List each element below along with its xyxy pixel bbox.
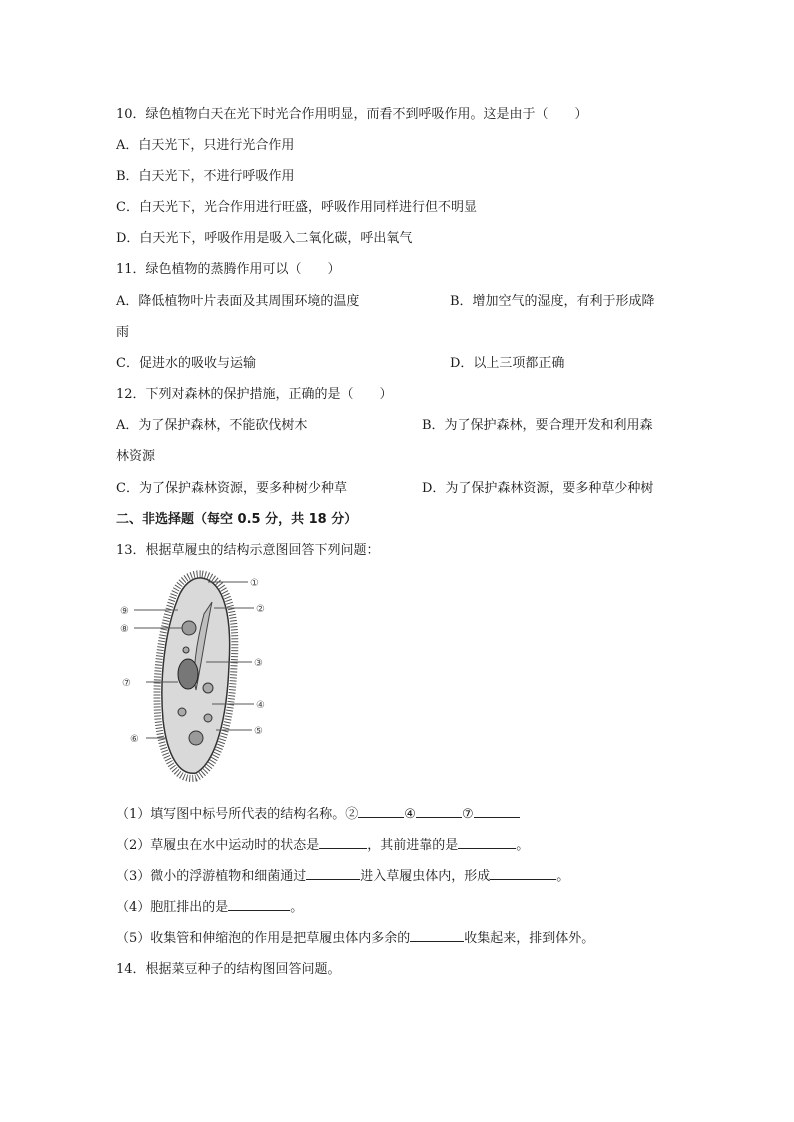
q13-part-3-text-a: （3）微小的浮游植物和细菌通过 xyxy=(116,869,307,884)
diagram-label-4: ④ xyxy=(256,700,265,711)
q13-part-5 xyxy=(116,927,594,946)
diagram-label-6: ⑥ xyxy=(130,734,139,745)
diagram-label-9: ⑨ xyxy=(120,606,129,617)
q12-option-b: B．为了保护森林，要合理开发和利用森 xyxy=(422,418,653,433)
q13-part-5-text-a: （5）收集管和伸缩泡的作用是把草履虫体内多余的 xyxy=(116,931,411,946)
q13-stem: 13．根据草履虫的结构示意图回答下列问题： xyxy=(116,543,380,558)
q13-part-2-text-b: ，其前进靠的是 xyxy=(367,838,459,853)
q14-stem: 14．根据菜豆种子的结构图回答问题。 xyxy=(116,962,341,977)
q10-option-a: A．白天光下，只进行光合作用 xyxy=(116,138,295,153)
q13-part-4-text-a: （4）胞肛排出的是 xyxy=(116,900,229,915)
q11-stem: 11．绿色植物的蒸腾作用可以（ ） xyxy=(116,262,341,277)
q10-option-c: C．白天光下，光合作用进行旺盛，呼吸作用同样进行但不明显 xyxy=(116,200,477,215)
q13-part-1 xyxy=(116,803,520,822)
diagram-label-1: ① xyxy=(250,578,259,589)
q13-part-4 xyxy=(116,896,303,915)
q13-part-3 xyxy=(116,865,569,884)
q11-option-a: A．降低植物叶片表面及其周围环境的温度 xyxy=(116,294,360,309)
q13-part-2 xyxy=(116,834,529,853)
answer-blank[interactable] xyxy=(306,865,360,880)
answer-blank[interactable] xyxy=(416,803,462,818)
q13-part-2-text-c: 。 xyxy=(516,838,530,853)
q11-option-b-continued: 雨 xyxy=(116,325,130,340)
q10-option-b: B．白天光下，不进行呼吸作用 xyxy=(116,169,295,184)
diagram-label-5: ⑤ xyxy=(254,726,263,737)
diagram-label-3: ③ xyxy=(254,658,263,669)
paramecium-figure xyxy=(116,570,276,786)
q13-part-1-mark-7: ⑦ xyxy=(461,807,474,822)
q13-part-1-text: （1）填写图中标号所代表的结构名称。 xyxy=(116,807,346,822)
answer-blank[interactable] xyxy=(458,834,516,849)
answer-blank[interactable] xyxy=(358,803,404,818)
q13-part-3-text-b: 进入草履虫体内，形成 xyxy=(360,869,491,884)
q12-option-b-continued: 林资源 xyxy=(116,449,156,464)
q12-option-a: A．为了保护森林，不能砍伐树木 xyxy=(116,418,308,433)
q12-option-d: D．为了保护森林资源，要多种草少种树 xyxy=(422,481,654,496)
answer-blank[interactable] xyxy=(319,834,367,849)
diagram-label-2: ② xyxy=(256,604,265,615)
answer-blank[interactable] xyxy=(410,927,464,942)
q13-part-2-text-a: （2）草履虫在水中运动时的状态是 xyxy=(116,838,320,853)
q12-option-c: C．为了保护森林资源，要多种树少种草 xyxy=(116,481,347,496)
q10-stem: 10．绿色植物白天在光下时光合作用明显，而看不到呼吸作用。这是由于（ ） xyxy=(116,107,588,122)
paramecium-diagram xyxy=(116,570,276,786)
q13-part-1-mark-4: ④ xyxy=(404,807,416,822)
q13-part-1-mark-2: ② xyxy=(345,807,359,822)
diagram-label-8: ⑧ xyxy=(120,624,129,635)
q11-option-b: B．增加空气的湿度，有利于形成降 xyxy=(450,294,655,309)
q12-stem: 12．下列对森林的保护措施，正确的是（ ） xyxy=(116,387,393,402)
q11-option-c: C．促进水的吸收与运输 xyxy=(116,356,256,371)
q13-part-4-text-b: 。 xyxy=(290,900,304,915)
diagram-label-7: ⑦ xyxy=(122,678,131,689)
answer-blank[interactable] xyxy=(474,803,520,818)
q13-part-5-text-b: 收集起来，排到体外。 xyxy=(464,931,595,946)
q11-option-d: D．以上三项都正确 xyxy=(450,356,565,371)
q13-part-3-text-c: 。 xyxy=(556,869,570,884)
answer-blank[interactable] xyxy=(490,865,556,880)
answer-blank[interactable] xyxy=(228,896,290,911)
section-2-title: 二、非选择题（每空 0.5 分，共 18 分） xyxy=(116,512,358,527)
q10-option-d: D．白天光下，呼吸作用是吸入二氧化碳，呼出氧气 xyxy=(116,231,413,246)
